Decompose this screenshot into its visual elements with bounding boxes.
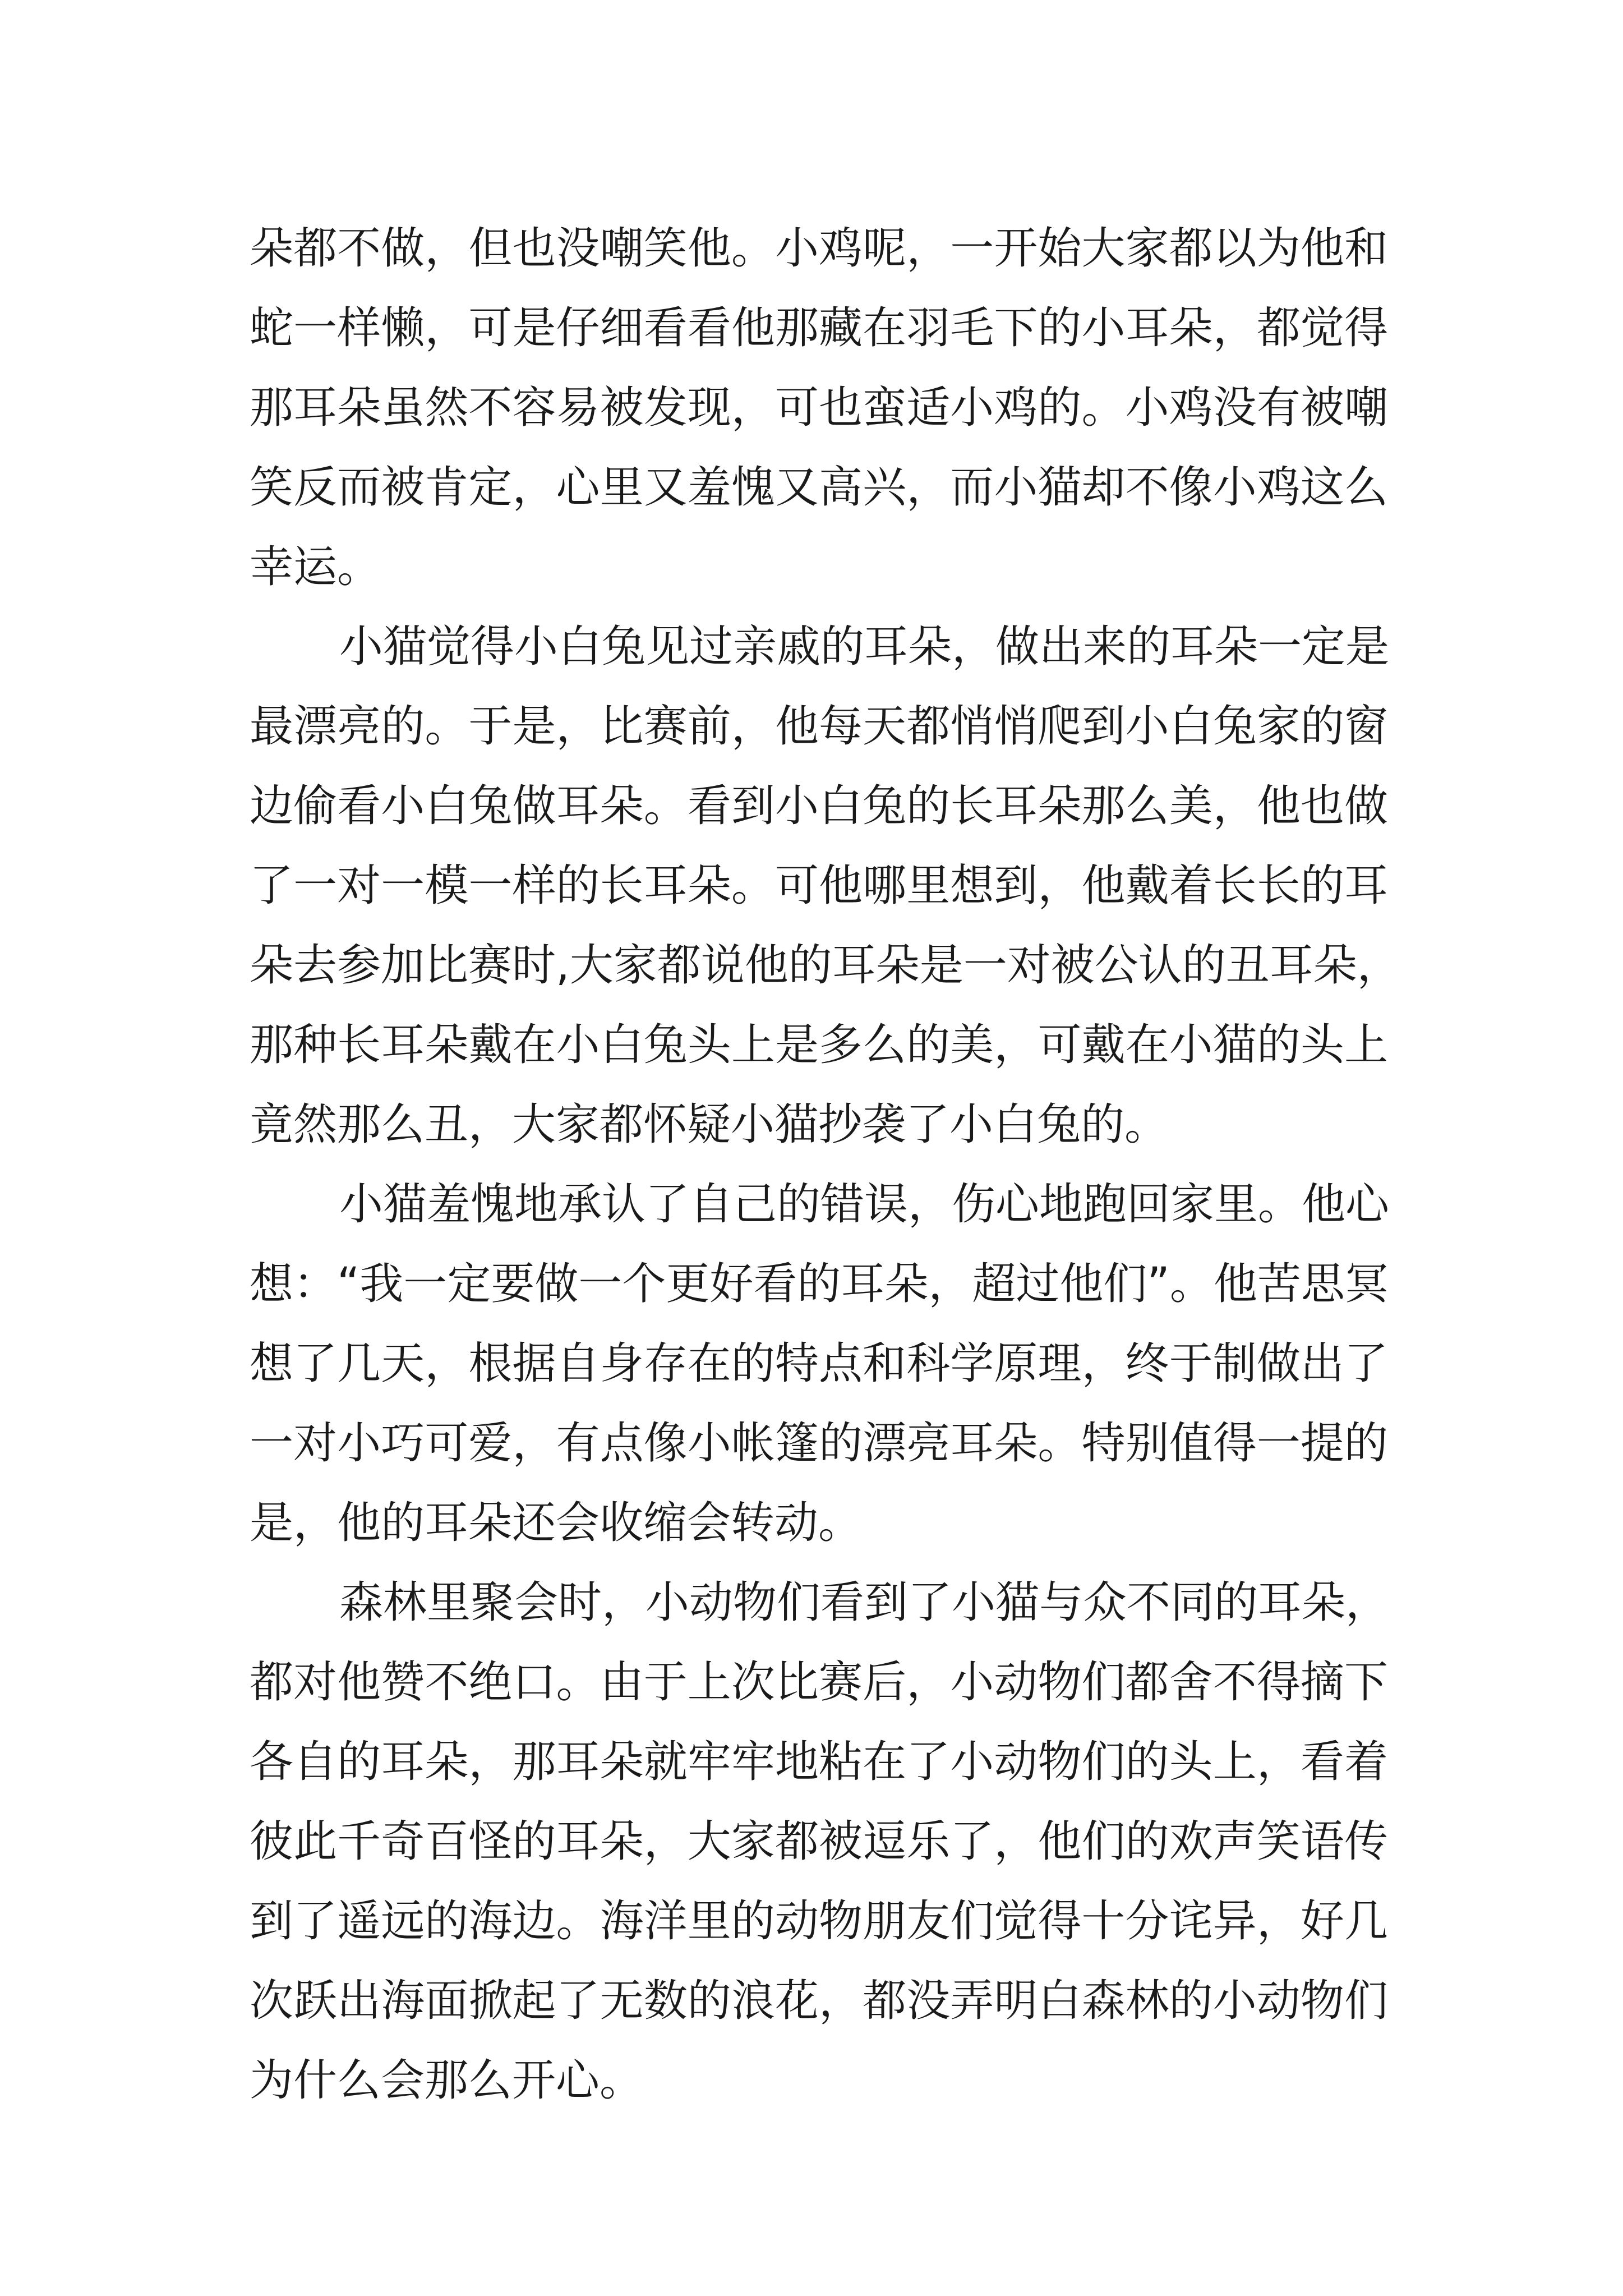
paragraph: [250, 1563, 1388, 2120]
text-line: 笑反而被肯定，心里又羞愧又高兴，而小猫却不像小鸡这么: [250, 462, 1388, 513]
text-line: 是，他的耳朵还会收缩会转动。: [250, 1498, 863, 1548]
text-line: 想：“我一定要做一个更好看的耳朵，超过他们”。他苦思冥: [250, 1259, 1389, 1309]
text-line: 那种长耳朵戴在小白兔头上是多么的美，可戴在小猫的头上: [250, 1020, 1388, 1070]
text-line: 朵都不做，但也没嘲笑他。小鸡呢，一开始大家都以为他和: [250, 223, 1388, 274]
text-line: 彼此千奇百怪的耳朵，大家都被逗乐了，他们的欢声笑语传: [250, 1816, 1388, 1867]
text-line: 那耳朵虽然不容易被发现，可也蛮适小鸡的。小鸡没有被嘲: [250, 383, 1388, 433]
text-line: 小猫羞愧地承认了自己的错误，伤心地跑回家里。他心: [339, 1179, 1390, 1230]
paragraph: [250, 607, 1401, 1165]
text-line: 一对小巧可爱，有点像小帐篷的漂亮耳朵。特别值得一提的: [250, 1418, 1388, 1469]
text-line: 了一对一模一样的长耳朵。可他哪里想到，他戴着长长的耳: [250, 861, 1388, 911]
text-line: 边偷看小白兔做耳朵。看到小白兔的长耳朵那么美，他也做: [250, 781, 1388, 831]
text-line: 蛇一样懒，可是仔细看看他那藏在羽毛下的小耳朵，都觉得: [250, 303, 1388, 353]
text-line: 想了几天，根据自身存在的特点和科学原理，终于制做出了: [250, 1338, 1388, 1389]
text-line: 都对他赞不绝口。由于上次比赛后，小动物们都舍不得摘下: [250, 1657, 1388, 1708]
text-line: 各自的耳朵，那耳朵就牢牢地粘在了小动物们的头上，看着: [250, 1737, 1388, 1787]
text-line: 为什么会那么开心。: [250, 2055, 644, 2106]
paragraph: [250, 1165, 1388, 1563]
text-line: 朵去参加比赛时,大家都说他的耳朵是一对被公认的丑耳朵，: [250, 940, 1401, 991]
text-line: 竟然那么丑，大家都怀疑小猫抄袭了小白兔的。: [250, 1099, 1169, 1150]
text-line: 最漂亮的。于是，比赛前，他每天都悄悄爬到小白兔家的窗: [250, 701, 1388, 752]
story-text: [250, 209, 1401, 2120]
text-line: 次跃出海面掀起了无数的浪花，都没弄明白森林的小动物们: [250, 1976, 1388, 2026]
text-line: 幸运。: [250, 542, 381, 592]
text-line: 到了遥远的海边。海洋里的动物朋友们觉得十分诧异，好几: [250, 1896, 1388, 1947]
paragraph: [250, 209, 1388, 607]
text-line: 小猫觉得小白兔见过亲戚的耳朵，做出来的耳朵一定是: [339, 622, 1390, 672]
text-line: 森林里聚会时，小动物们看到了小猫与众不同的耳朵，: [339, 1577, 1390, 1628]
